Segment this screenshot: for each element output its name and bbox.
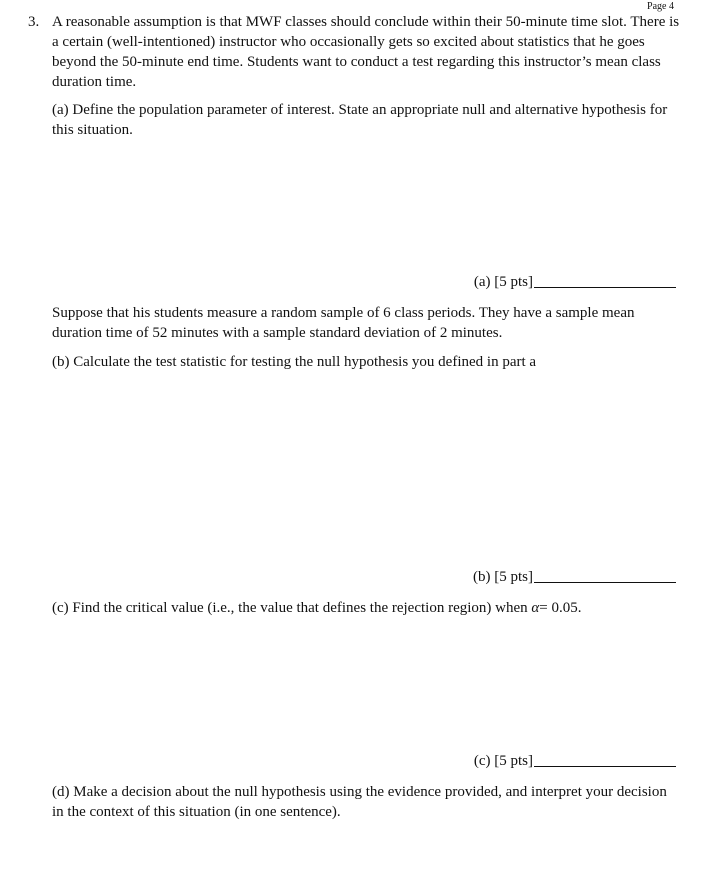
part-a-prompt: (a) Define the population parameter of interest. State an appropriate null and alternative hypothesis for this situation.: [52, 102, 668, 138]
part-c-text: (c) Find the critical value (i.e., the value that defines the rejection region) when: [52, 600, 532, 616]
answer-b-blank: [534, 581, 676, 583]
question-number: 3.: [28, 14, 40, 30]
answer-line-b: [473, 567, 676, 587]
part-b-prompt: (b) Calculate the test statistic for testing the null hypothesis you defined in part a: [52, 354, 537, 370]
answer-a-blank: [534, 286, 676, 288]
answer-a-label: (a) [5 pts]: [473, 274, 533, 290]
part-d-prompt: (d) Make a decision about the null hypothesis using the evidence provided, and interpret your decision in the context of this situation (in one sentence).: [52, 784, 667, 820]
alpha-symbol: α: [531, 600, 540, 616]
answer-line-a: [474, 272, 676, 292]
part-c-value: = 0.05.: [539, 600, 582, 616]
question-intro: A reasonable assumption is that MWF classes should conclude within their 50-minute time slot. There is a certain (well-intentioned) instructor who occasionally gets so excited about statistics that he goes beyond the 50-minute end time. Students want to conduct a test regarding this instructor’s mean class duration time.: [52, 14, 680, 90]
page-number: Page 4: [647, 1, 674, 12]
answer-b-label: (b) [5 pts]: [473, 569, 533, 585]
answer-c-blank: [534, 765, 676, 767]
part-c-prompt: [52, 598, 682, 618]
answer-c-label: (c) [5 pts]: [473, 753, 533, 769]
sample-context: Suppose that his students measure a random sample of 6 class periods. They have a sample mean duration time of 52 minutes with a sample standard deviation of 2 minutes.: [52, 305, 635, 341]
answer-line-c: [474, 751, 676, 771]
